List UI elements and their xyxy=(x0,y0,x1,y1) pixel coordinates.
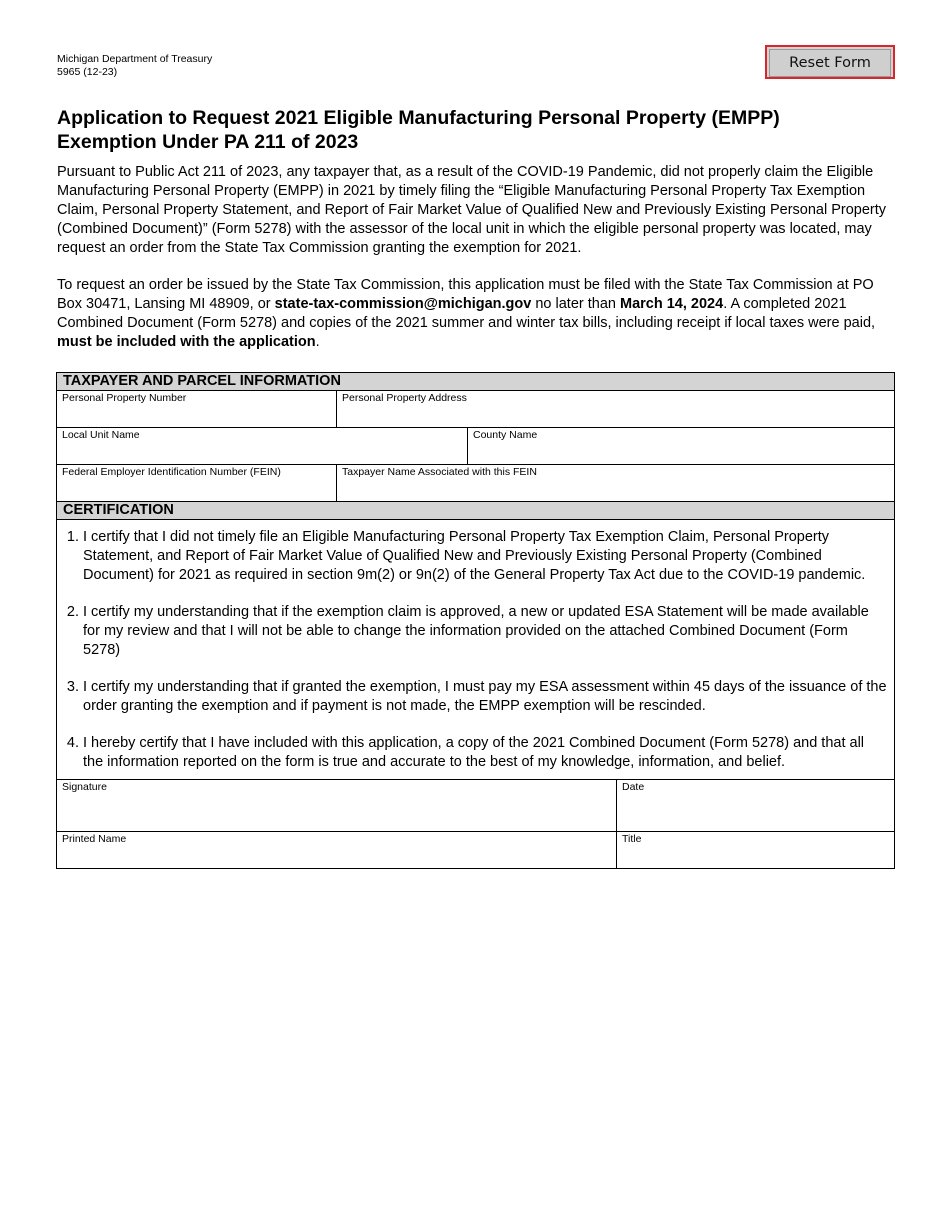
required-attachments-note: must be included with the application xyxy=(57,334,316,350)
certification-list xyxy=(57,520,894,780)
certification-item-2: 2. I certify my understanding that if the exemption claim is approved, a new or updated ESA Statement will be made available for my review and that I will not be able to change the information provided on the attached Combined Document (Form 5278) xyxy=(83,603,888,660)
title-label: Title xyxy=(622,833,642,845)
pp-address-cell xyxy=(336,391,894,427)
county-input[interactable] xyxy=(472,443,890,461)
title-line-2: Exemption Under PA 211 of 2023 xyxy=(57,131,359,153)
reset-form-label: Reset Form xyxy=(769,49,891,77)
title-input[interactable] xyxy=(621,847,890,865)
pp-number-label: Personal Property Number xyxy=(62,392,187,404)
pp-number-input[interactable] xyxy=(61,406,332,424)
intro-p2-text-c: . A completed 2021 Combined Document (Form 5278) and copies of the 2021 summer and winter tax bills, including receipt if local taxes were paid, xyxy=(57,296,876,331)
certification-item-4: 4. I hereby certify that I have included with this application, a copy of the 2021 Combined Document (Form 5278) and that all the information reported on the form is true and accurate to the best of my knowledge, information, and belief. xyxy=(83,734,888,772)
intro-paragraph-1: Pursuant to Public Act 211 of 2023, any taxpayer that, as a result of the COVID-19 Pandemic, did not properly claim the Eligible Manufacturing Personal Property (EMPP) in 2021 by timely filing the “Eligible Manufacturing Personal Property Tax Exemption Claim, Personal Property Statement, and Report of Fair Market Value of Qualified New and Previously Existing Personal Property (Combined Document)” (Form 5278) with the assessor of the local unit in which the eligible personal property was located, may request an order from the State Tax Commission granting the exemption for 2021. xyxy=(57,164,887,256)
certification-item-1: 1. I certify that I did not timely file an Eligible Manufacturing Personal Property Tax Exemption Claim, Personal Property Statement, and Report of Fair Market Value of Qualified New and Previously Existing Personal Property (Combined Document) for 2021 as required in section 9m(2) or 9n(2) of the General Property Tax Act due to the COVID-19 pandemic. xyxy=(83,528,888,585)
fein-input[interactable] xyxy=(61,480,332,498)
signature-label: Signature xyxy=(62,781,107,793)
date-cell xyxy=(616,780,894,831)
title-cell xyxy=(616,832,894,868)
local-unit-input[interactable] xyxy=(61,443,463,461)
form-row-fein xyxy=(57,465,894,502)
agency-name: Michigan Department of Treasury xyxy=(57,53,213,65)
printed-name-cell xyxy=(57,832,616,868)
form-row-printed-name xyxy=(57,832,894,868)
taxpayer-name-cell xyxy=(336,465,894,501)
fein-cell xyxy=(57,465,336,501)
signature-input[interactable] xyxy=(61,810,612,828)
pp-address-label: Personal Property Address xyxy=(342,392,467,404)
certification-heading: CERTIFICATION xyxy=(57,502,894,520)
reset-form-button[interactable] xyxy=(765,45,895,79)
county-label: County Name xyxy=(473,429,538,441)
certification-item-3: 3. I certify my understanding that if granted the exemption, I must pay my ESA assessment within 45 days of the issuance of the order granting the exemption and if payment is not made, the EMPP exemption will be rescinded. xyxy=(83,678,888,716)
filing-deadline: March 14, 2024 xyxy=(620,296,724,312)
pp-number-cell xyxy=(57,391,336,427)
application-form xyxy=(56,372,895,869)
signature-cell xyxy=(57,780,616,831)
local-unit-label: Local Unit Name xyxy=(62,429,140,441)
local-unit-cell xyxy=(57,428,467,464)
pp-address-input[interactable] xyxy=(341,406,890,424)
page-title xyxy=(57,106,907,154)
taxpayer-name-input[interactable] xyxy=(341,480,890,498)
printed-name-input[interactable] xyxy=(61,847,612,865)
printed-name-label: Printed Name xyxy=(62,833,127,845)
intro-paragraph-2 xyxy=(57,276,897,352)
form-row-signature xyxy=(57,780,894,832)
taxpayer-name-label: Taxpayer Name Associated with this FEIN xyxy=(342,466,537,478)
title-line-1: Application to Request 2021 Eligible Manufacturing Personal Property (EMPP) xyxy=(57,107,780,129)
intro-p2-text-b: no later than xyxy=(531,296,620,312)
intro-p2-text-d: . xyxy=(315,334,320,350)
intro-p2-text-a: To request an order be issued by the State Tax Commission, this application must be filed with the State Tax Commission at PO Box 30471, Lansing MI 48909, or xyxy=(57,277,874,312)
date-input[interactable] xyxy=(621,810,890,828)
taxpayer-section-heading: TAXPAYER AND PARCEL INFORMATION xyxy=(57,373,894,391)
intro-text xyxy=(57,163,897,370)
county-cell xyxy=(467,428,894,464)
form-row-property xyxy=(57,391,894,428)
form-number: 5965 (12-23) xyxy=(57,66,118,78)
stc-email: state-tax-commission@michigan.gov xyxy=(274,296,532,312)
fein-label: Federal Employer Identification Number (FEIN) xyxy=(62,466,281,478)
form-header-info xyxy=(57,53,212,79)
date-label: Date xyxy=(622,781,645,793)
form-row-location xyxy=(57,428,894,465)
